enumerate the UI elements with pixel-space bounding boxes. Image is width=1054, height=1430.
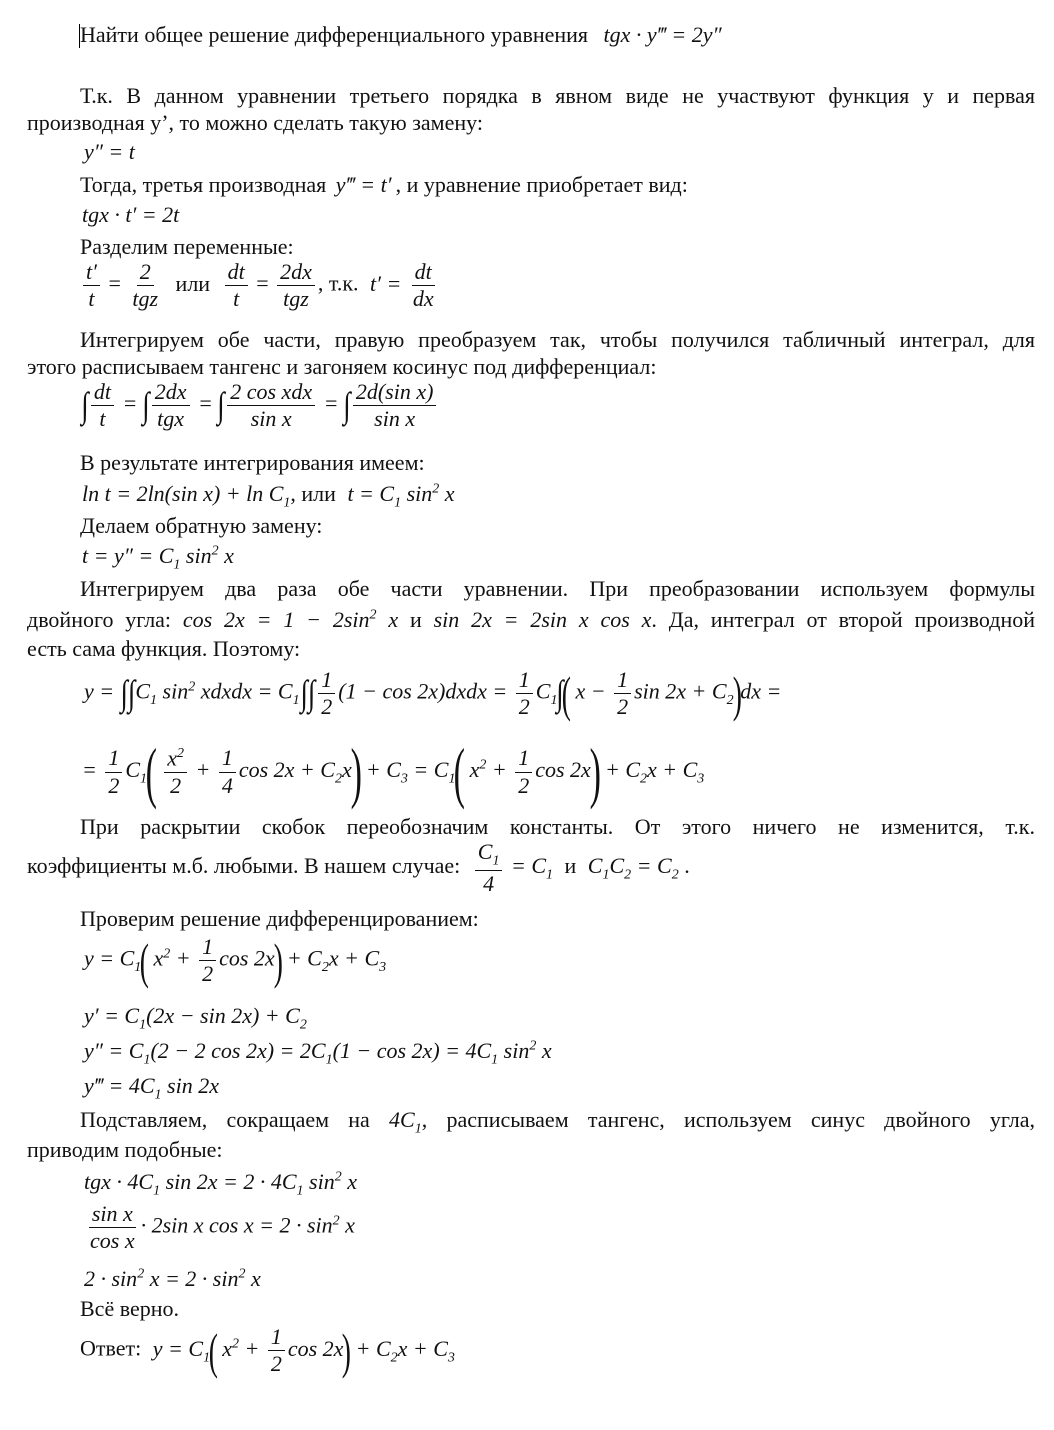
paragraph-result: В результате интегрирования имеем:: [80, 450, 425, 475]
paragraph-verify: Проверим решение дифференцированием:: [80, 906, 479, 931]
paragraph-integrate: Интегрируем обе части, правую преобразуем так, чтобы получился табличный интеграл, для: [80, 327, 1035, 352]
paragraph-integrate-cont: этого расписываем тангенс и загоняем косинус под дифференциал:: [27, 354, 657, 379]
paragraph-itself: есть сама функция. Поэтому:: [27, 636, 301, 661]
check-1: tgx · $4C_1$ $\sin 2x = 2 \cdot 4C_1$ $\sin^2 x$: [84, 1169, 357, 1199]
paragraph-back-sub: Делаем обратную замену:: [80, 513, 323, 538]
paragraph-constants: При раскрытии скобок переобозначим константы. От этого ничего не изменится, т.к.: [80, 814, 1035, 839]
paragraph-separate: Разделим переменные:: [80, 234, 294, 259]
verify-y: $y = C_1$( $x^2$ + $\frac{1}{2}$ $\cos 2x) + C_2x + C_3$: [84, 932, 387, 989]
integral-transform: ∫ $\frac{dt}{t}$ = ∫ 2dx tgx = ∫ 2 cos xdx sin x = ∫ $\frac{\text{2d(sin x)}}{\text{sin x}}$: [82, 380, 439, 431]
verify-y1: $y' = C_1(2x - \sin 2x) + C_2$: [84, 1003, 307, 1033]
check-2: $\frac{\text{sin x}}{\text{cos x}}$ · 2sin x $\cos x = 2 \cdot \sin^2 x$: [90, 1201, 355, 1254]
double-integral-1: $y = \int\int C_1$ $\sin^2$ xdxdx = $C_1\int\int$ $\frac{1}{2}$ (1 − cos 2x)dxdx = $\frac{1}{2}$ $C_1\int$( x − $\frac{1}{2}$ $\sin 2x + C_2)dx$ =: [84, 665, 782, 722]
paragraph-twice: Интегрируем два раза обе части уравнении. При преобразовании используем формулы: [80, 576, 1035, 601]
paragraph-substitute: Подставляем, сокращаем на $4C_1$, расписываем тангенс, используем синус двойного угла,: [80, 1107, 1036, 1137]
double-integral-2: = $\frac{1}{2}$ $C_1$( $\frac{x^2}{2}$ + $\frac{1}{4}$ $\cos 2x + C_2x) + C_3 = C_1$( $x^2$ + $\frac{1}{2}$ $\cos 2x) + C_2x + C_3$: [82, 734, 705, 810]
paragraph-intro-cont: производная у’, то можно сделать такую замену:: [27, 110, 483, 135]
verify-y3: y‴ = $4C_1$ sin 2x: [84, 1073, 219, 1103]
problem-statement: Найти общее решение дифференциального уравнения tgx · y‴ = 2y″: [80, 22, 722, 47]
verify-y2: $y'' = C_1(2 - 2$ $\cos 2x) = 2C_1(1 - \cos 2x) = 4C_1$ $\sin^2 x$: [84, 1038, 552, 1068]
back-substitution: $t = y'' = C_1$ $\sin^2 x$: [82, 543, 234, 573]
paragraph-intro: Т.к. В данном уравнении третьего порядка в явном виде не участвуют функция у и первая: [80, 83, 1035, 108]
check-3: $2 \cdot \sin^2 x = 2 \cdot \sin^2 x$: [84, 1266, 261, 1291]
paragraph-correct: Всё верно.: [80, 1296, 179, 1321]
substitution-eq: y″ = t: [84, 139, 135, 164]
paragraph-double-angle: двойного угла: $\cos 2x = 1 - 2\sin^2$ x и sin 2x = 2sin x cos x. Да, интеграл от второй производной: [27, 607, 1036, 632]
separated-equation: $\frac{t'}{t}$ = 2 tgz или $\frac{dt}{t}$ = 2dx tgz , т.к. t′ = $\frac{dt}{dx}$: [80, 260, 440, 311]
paragraph-third-derivative: Тогда, третья производная y‴ = t′ , и уравнение приобретает вид:: [80, 172, 688, 197]
equation-2: tgx · t′ = 2t: [82, 202, 180, 227]
paragraph-similar: приводим подобные:: [27, 1137, 223, 1162]
paragraph-constants-cont: коэффициенты м.б. любыми. В нашем случае: $\frac{C_1}{4}$ = $C_1$ и $C_1C_2 = C_2$ .: [27, 839, 690, 896]
answer-line: Ответ: $y = C_1$( $x^2$ + $\frac{1}{2}$ $\cos 2x) + C_2x + C_3$: [80, 1322, 455, 1379]
integration-result: ln t = 2ln(sin $x) + \ln C_1$, или $t = C_1$ $\sin^2 x$: [82, 481, 455, 511]
